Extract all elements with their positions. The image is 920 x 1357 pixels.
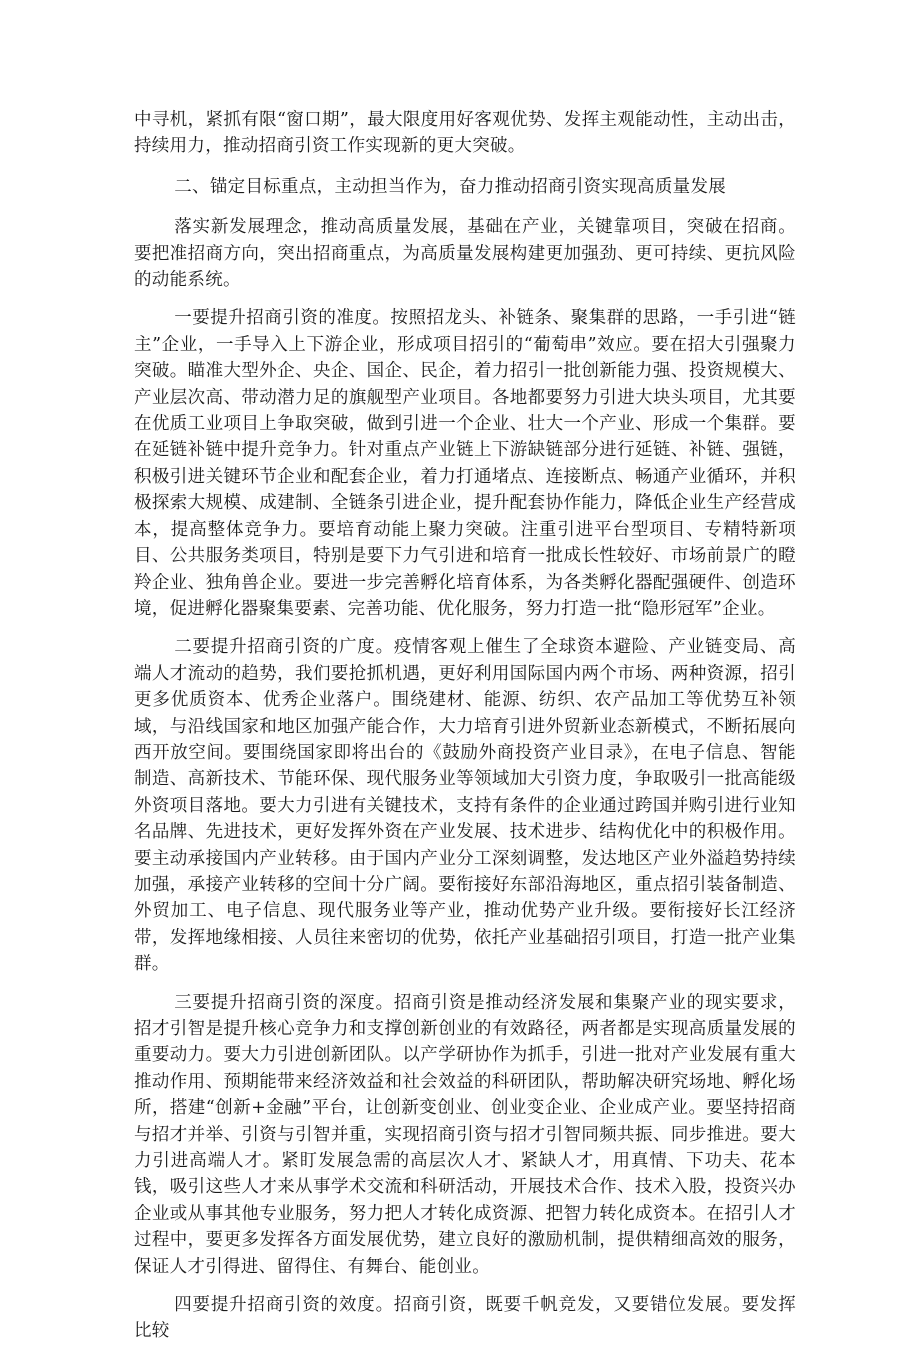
paragraph-precision: 一要提升招商引资的准度。按照招龙头、补链条、聚集群的思路，一手引进“链主”企业，一手导入上下游企业，形成项目招引的“葡萄串”效应。要在招大引强聚力突破。瞄准大型外企、央企、国企、民企，着力招引一批创新能力强、投资规模大、产业层次高、带动潜力足的旗舰型产业项目。各地都要努力引进大块头项目，尤其要在优质工业项目上争取突破，做到引进一个企业、壮大一个产业、形成一个集群。要在延链补链中提升竞争力。针对重点产业链上下游缺链部分进行延链、补链、强链，积极引进关键环节企业和配套企业，着力打通堵点、连接断点、畅通产业循环，并积极探索大规模、成建制、全链条引进企业，提升配套协作能力，降低企业生产经营成本，提高整体竞争力。要培育动能上聚力突破。注重引进平台型项目、专精特新项目、公共服务类项目，特别是要下力气引进和培育一批成长性较好、市场前景广的瞪羚企业、独角兽企业。要进一步完善孵化培育体系，为各类孵化器配强硬件、创造环境，促进孵化器聚集要素、完善功能、优化服务，努力打造一批“隐形冠军”企业。 — [134, 308, 796, 619]
paragraph-continuation: 中寻机，紧抓有限“窗口期”，最大限度用好客观优势、发挥主观能动性，主动出击，持续用力，推动招商引资工作实现新的更大突破。 — [134, 110, 796, 157]
paragraph-effectiveness: 四要提升招商引资的效度。招商引资，既要千帆竞发，又要错位发展。要发挥比较 — [134, 1295, 796, 1342]
paragraph-depth: 三要提升招商引资的深度。招商引资是推动经济发展和集聚产业的现实要求，招才引智是提升核心竞争力和支撑创新创业的有效路径，两者都是实现高质量发展的重要动力。要大力引进创新团队。以产学研协作为抓手，引进一批对产业发展有重大推动作用、预期能带来经济效益和社会效益的科研团队，帮助解决研究场地、孵化场所，搭建“创新+金融”平台，让创新变创业、创业变企业、企业成产业。要坚持招商与招才并举、引资与引智并重，实现招商引资与招才引智同频共振、同步推进。要大力引进高端人才。紧盯发展急需的高层次人才、紧缺人才，用真情、下功夫、花本钱，吸引这些人才来从事学术交流和科研活动，开展技术合作、技术入股，投资兴办企业或从事其他专业服务，努力把人才转化成资源、把智力转化成资本。在招引人才过程中，要更多发挥各方面发展优势，建立良好的激励机制，提供精细高效的服务，保证人才引得进、留得住、有舞台、能创业。 — [134, 992, 796, 1277]
paragraph-intro: 落实新发展理念，推动高质量发展，基础在产业，关键靠项目，突破在招商。要把准招商方向，突出招商重点，为高质量发展构建更加强劲、更可持续、更抗风险的动能系统。 — [134, 217, 796, 291]
document-body — [134, 107, 796, 1357]
section-heading: 二、锚定目标重点，主动担当作为，奋力推动招商引资实现高质量发展 — [174, 176, 727, 197]
paragraph-breadth: 二要提升招商引资的广度。疫情客观上催生了全球资本避险、产业链变局、高端人才流动的趋势，我们要抢抓机遇，更好利用国际国内两个市场、两种资源，招引更多优质资本、优秀企业落户。围绕建材、能源、纺织、农产品加工等优势互补领域，与沿线国家和地区加强产能合作，大力培育引进外贸新业态新模式，不断拓展向西开放空间。要围绕国家即将出台的《鼓励外商投资产业目录》，在电子信息、智能制造、高新技术、节能环保、现代服务业等领域加大引资力度，争取吸引一批高能级外资项目落地。要大力引进有关键技术，支持有条件的企业通过跨国并购引进行业知名品牌、先进技术，更好发挥外资在产业发展、技术进步、结构优化中的积极作用。要主动承接国内产业转移。由于国内产业分工深刻调整，发达地区产业外溢趋势持续加强，承接产业转移的空间十分广阔。要衔接好东部沿海地区，重点招引装备制造、外贸加工、电子信息、现代服务业等产业，推动优势产业升级。要衔接好长江经济带，发挥地缘相接、人员往来密切的优势，依托产业基础招引项目，打造一批产业集群。 — [134, 637, 796, 975]
